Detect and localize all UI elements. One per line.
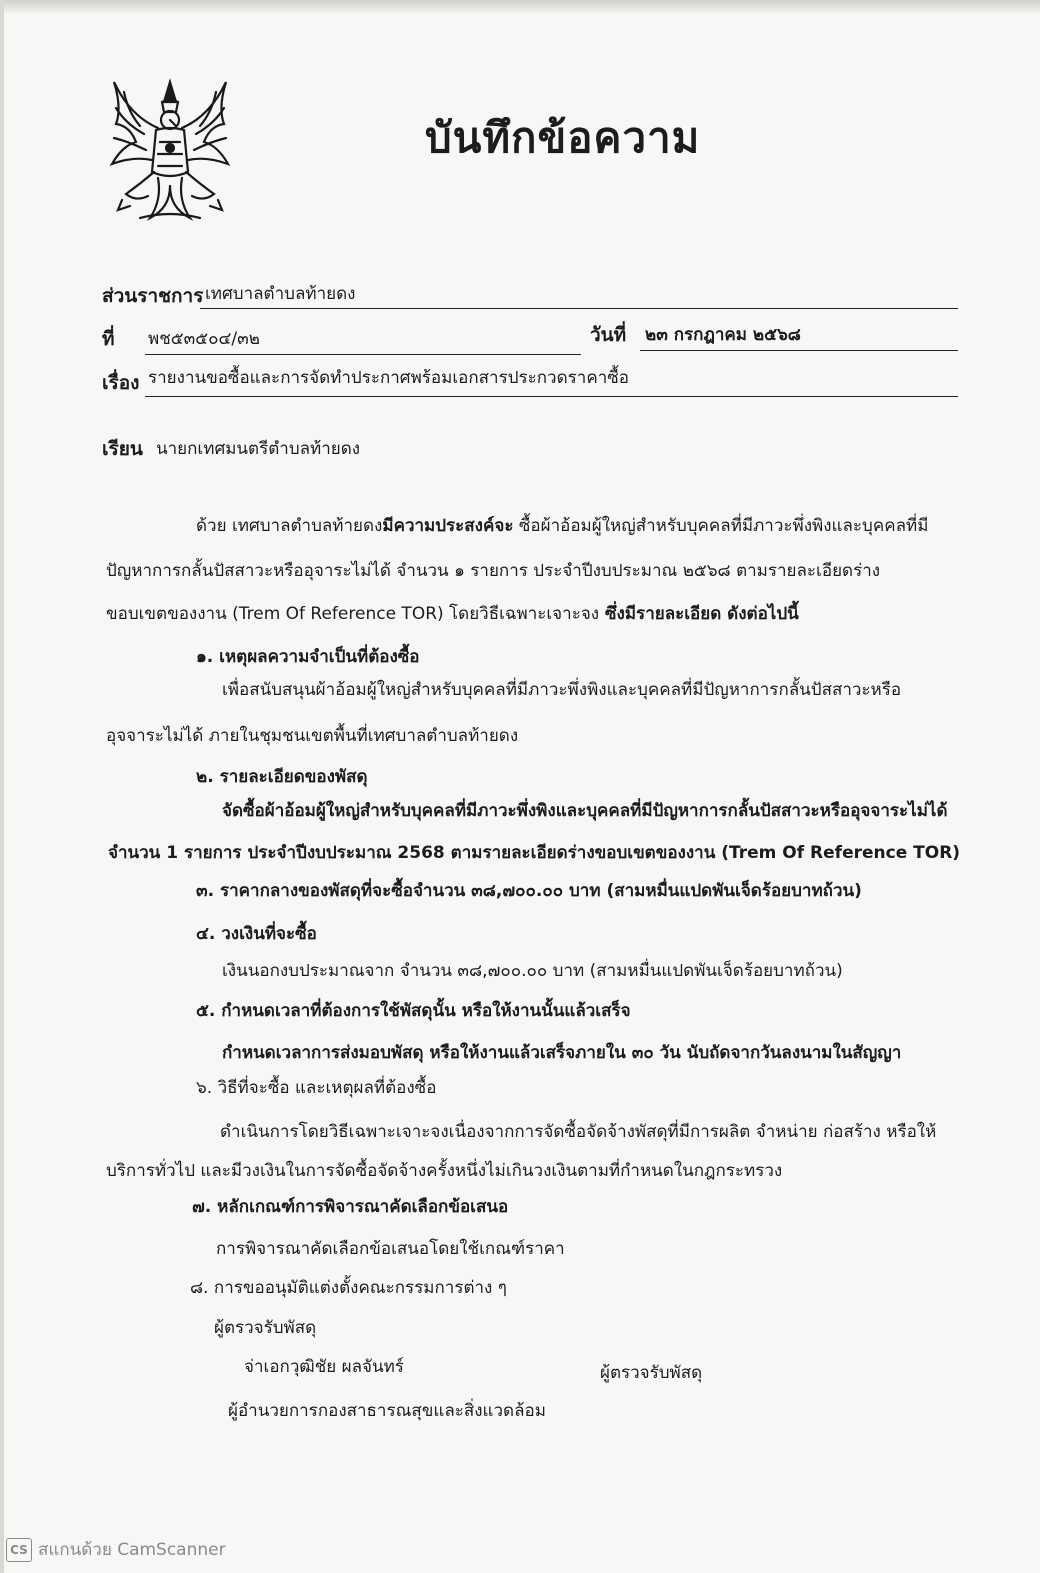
intro-line-3b: ซึ่งมีรายละเอียด ดังต่อไปนี้ — [599, 604, 799, 624]
intro-line-1b: มีความประสงค์จะ — [382, 516, 514, 536]
section-7-line-1: การพิจารณาคัดเลือกข้อเสนอโดยใช้เกณฑ์ราคา — [216, 1239, 565, 1259]
department-underline — [200, 308, 958, 309]
section-6-line-1: ดำเนินการโดยวิธีเฉพาะเจาะจงเนื่องจากการจัดซื้อจัดจ้างพัสดุที่มีการผลิต จำหน่าย ก่อสร้าง หรือให้ — [220, 1122, 937, 1142]
subject-underline — [145, 396, 958, 397]
date-label: วันที่ — [590, 324, 627, 346]
to-label: เรียน — [102, 438, 143, 460]
committee-member-position: ผู้อำนวยการกองสาธารณสุขและสิ่งแวดล้อม — [228, 1401, 546, 1421]
committee-member-role: ผู้ตรวจรับพัสดุ — [600, 1363, 703, 1383]
section-2-line-1: จัดซื้อผ้าอ้อมผู้ใหญ่สำหรับบุคคลที่มีภาวะพึ่งพิงและบุคคลที่มีปัญหาการกลั้นปัสสาวะหรืออุจจาระไม่ได้ — [222, 801, 948, 821]
subject-label: เรื่อง — [102, 372, 140, 394]
memo-title: บันทึกข้อความ — [425, 113, 701, 162]
camscanner-watermark — [6, 1536, 226, 1563]
section-2-heading: ๒. รายละเอียดของพัสดุ — [196, 767, 368, 787]
scan-left-edge — [0, 0, 4, 1573]
section-7-heading: ๗. หลักเกณฑ์การพิจารณาคัดเลือกข้อเสนอ — [192, 1197, 509, 1217]
department-value: เทศบาลตำบลท้ายดง — [205, 284, 356, 304]
section-5-line-1: กำหนดเวลาการส่งมอบพัสดุ หรือให้งานแล้วเสร็จภายใน ๓๐ วัน นับถัดจากวันลงนามในสัญญา — [222, 1043, 902, 1063]
section-8-heading: ๘. การขออนุมัติแต่งตั้งคณะกรรมการต่าง ๆ — [190, 1278, 507, 1298]
scan-top-edge — [0, 0, 1040, 14]
ref-label: ที่ — [102, 328, 115, 350]
section-4-heading: ๔. วงเงินที่จะซื้อ — [196, 924, 317, 944]
intro-line-1a: ด้วย เทศบาลตำบลท้ายดง — [196, 516, 383, 536]
garuda-emblem-icon — [100, 68, 240, 226]
subject-value: รายงานขอซื้อและการจัดทำประกาศพร้อมเอกสารประกวดราคาซื้อ — [148, 368, 629, 388]
camscanner-logo-icon: CS — [6, 1538, 32, 1562]
date-value: ๒๓ กรกฎาคม ๒๕๖๘ — [645, 325, 801, 345]
intro-line-3 — [106, 603, 799, 625]
section-6-line-2: บริการทั่วไป และมีวงเงินในการจัดซื้อจัดจ้างครั้งหนึ่งไม่เกินวงเงินตามที่กำหนดในกฎกระทรวง — [106, 1161, 783, 1181]
date-underline — [640, 350, 958, 351]
section-5-heading: ๕. กำหนดเวลาที่ต้องการใช้พัสดุนั้น หรือให้งานนั้นแล้วเสร็จ — [196, 1001, 631, 1021]
section-8-subheading: ผู้ตรวจรับพัสดุ — [214, 1318, 317, 1338]
section-1-line-1: เพื่อสนับสนุนผ้าอ้อมผู้ใหญ่สำหรับบุคคลที่มีภาวะพึ่งพิงและบุคคลที่มีปัญหาการกลั้นปัสสาวะหรือ — [222, 680, 902, 700]
section-4-line-1: เงินนอกงบประมาณจาก จำนวน ๓๘,๗๐๐.๐๐ บาท (สามหมื่นแปดพันเจ็ดร้อยบาทถ้วน) — [222, 961, 843, 981]
ref-underline — [145, 354, 581, 355]
section-2-line-2: จำนวน 1 รายการ ประจำปีงบประมาณ 2568 ตามรายละเอียดร่างขอบเขตของงาน (Trem Of Reference TOR) — [108, 843, 961, 863]
intro-line-3a: ขอบเขตของงาน (Trem Of Reference TOR) โดยวิธีเฉพาะเจาะจง — [106, 604, 600, 624]
intro-line-1c: ซื้อผ้าอ้อมผู้ใหญ่สำหรับบุคคลที่มีภาวะพึ่งพิงและบุคคลที่มี — [513, 516, 929, 536]
committee-member-name: จ่าเอกวุฒิชัย ผลจันทร์ — [244, 1357, 404, 1377]
ref-value: พช๕๓๕๐๔/๓๒ — [148, 329, 260, 349]
section-3-heading: ๓. ราคากลางของพัสดุที่จะซื้อจำนวน ๓๘,๗๐๐.๐๐ บาท (สามหมื่นแปดพันเจ็ดร้อยบาทถ้วน) — [196, 881, 862, 901]
camscanner-text: สแกนด้วย CamScanner — [38, 1540, 226, 1560]
intro-line-1 — [196, 515, 928, 537]
section-6-heading: ๖. วิธีที่จะซื้อ และเหตุผลที่ต้องซื้อ — [196, 1078, 437, 1098]
intro-line-2: ปัญหาการกลั้นปัสสาวะหรืออุจาระไม่ได้ จำนวน ๑ รายการ ประจำปีงบประมาณ ๒๕๖๘ ตามรายละเอียดร่าง — [106, 561, 881, 581]
section-1-line-2: อุจจาระไม่ได้ ภายในชุมชนเขตพื้นที่เทศบาลตำบลท้ายดง — [106, 726, 519, 746]
to-value: นายกเทศมนตรีตำบลท้ายดง — [156, 439, 361, 459]
section-1-heading: ๑. เหตุผลความจำเป็นที่ต้องซื้อ — [196, 647, 420, 667]
department-label: ส่วนราชการ — [102, 285, 204, 307]
